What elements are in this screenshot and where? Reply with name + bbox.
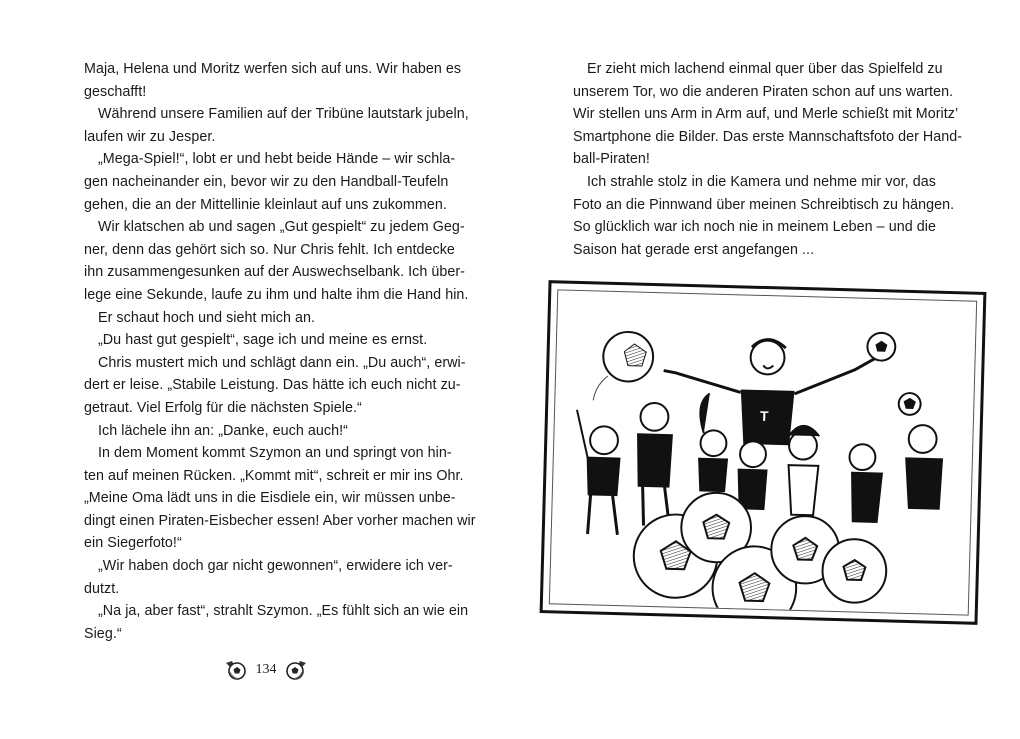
text-line: Maja, Helena und Moritz werfen sich auf uns. Wir haben es: [84, 61, 462, 77]
text-line: Wir klatschen ab und sagen „Gut gespielt“ zu jedem Geg-: [98, 219, 465, 236]
text-line: dert er leise. „Stabile Leistung. Das hätte ich euch nicht zu-: [84, 377, 461, 394]
text-line: „Mega-Spiel!“, lobt er und hebt beide Hände – wir schla-: [98, 151, 456, 168]
player-8: [636, 403, 673, 527]
text-line: „Wir haben doch gar nicht gewonnen“, erwidere ich ver-: [98, 558, 453, 575]
text-line: Foto an die Pinnwand über meinen Schreibtisch zu hängen.: [573, 196, 955, 213]
player-3-girl: [698, 393, 728, 491]
text-line: Wir stellen uns Arm in Arm auf, und Merle schießt mit Moritz’: [573, 106, 959, 123]
text-line: So glücklich war ich noch nie in meinem Leben – und die: [573, 219, 936, 236]
text-line: In dem Moment kommt Szymon an und springt von hin-: [98, 445, 452, 462]
text-line: getraut. Viel Erfolg für die nächsten Spiele.“: [84, 399, 362, 416]
player-right: [896, 393, 944, 509]
text-line: dutzt.: [84, 580, 120, 597]
text-line: Ich lächele ihn an: „Danke, euch auch!“: [98, 422, 348, 439]
text-line: ball-Piraten!: [573, 151, 650, 168]
coach-figure: [662, 327, 896, 448]
text-line: „Du hast gut gespielt“, sage ich und meine es ernst.: [98, 332, 428, 349]
handball-icon: [284, 659, 308, 681]
text-line: Er zieht mich lachend einmal quer über das Spielfeld zu: [587, 61, 943, 77]
text-line: Chris mustert mich und schlägt dann ein. „Du auch“, erwi-: [98, 354, 466, 371]
text-line: ein Siegerfoto!“: [84, 535, 182, 552]
text-line: geschafft!: [84, 83, 147, 100]
text-line: unserem Tor, wo die anderen Piraten schon auf uns warten.: [573, 83, 954, 100]
text-line: „Na ja, aber fast“, strahlt Szymon. „Es fühlt sich an wie ein: [98, 603, 469, 620]
team-photo-illustration: [540, 280, 987, 625]
page-folio: [224, 657, 308, 683]
text-line: Während unsere Familien auf der Tribüne lautstark jubeln,: [98, 106, 469, 123]
text-line: laufen wir zu Jesper.: [84, 128, 216, 145]
text-line: dingt einen Piraten-Eisbecher essen! Aber vorher machen wir: [84, 512, 476, 529]
text-line: Saison hat gerade erst angefangen ...: [573, 241, 815, 258]
text-line: ner, denn das gehört sich so. Nur Chris fehlt. Ich entdecke: [84, 241, 455, 258]
player-3-left: [574, 410, 621, 535]
left-page-text: [84, 58, 476, 645]
text-line: lege eine Sekunde, laufe zu ihm und halte ihm die Hand hin.: [84, 286, 469, 303]
text-line: ten auf meinen Rücken. „Kommt mit“, schreit er mir ins Ohr.: [84, 467, 464, 484]
player-15: [738, 441, 768, 509]
player-mid-right: [848, 444, 883, 522]
text-line: gen nacheinander ein, bevor wir zu den Handball-Teufeln: [84, 173, 449, 190]
page-number: 134: [255, 662, 277, 677]
text-line: Er schaut hoch und sieht mich an.: [98, 309, 316, 326]
svg-text:T: T: [759, 407, 769, 424]
text-line: ihn zusammengesunken auf der Auswechselbank. Ich über-: [84, 264, 465, 281]
right-page-text: [573, 58, 963, 261]
flying-ball: [593, 331, 654, 402]
illustration-inner-frame: [549, 289, 977, 615]
text-line: gehen, die an der Mittellinie kleinlaut auf uns zukommen.: [84, 196, 447, 213]
text-line: „Meine Oma lädt uns in die Eisdiele ein, wir müssen unbe-: [84, 490, 456, 507]
text-line: Sieg.“: [84, 625, 122, 642]
handball-team-drawing: [550, 290, 976, 614]
player-curly: [787, 425, 819, 515]
handball-icon: [224, 659, 248, 681]
text-line: Ich strahle stolz in die Kamera und nehme mir vor, das: [587, 173, 936, 190]
text-line: Smartphone die Bilder. Das erste Mannschaftsfoto der Hand-: [573, 128, 963, 145]
